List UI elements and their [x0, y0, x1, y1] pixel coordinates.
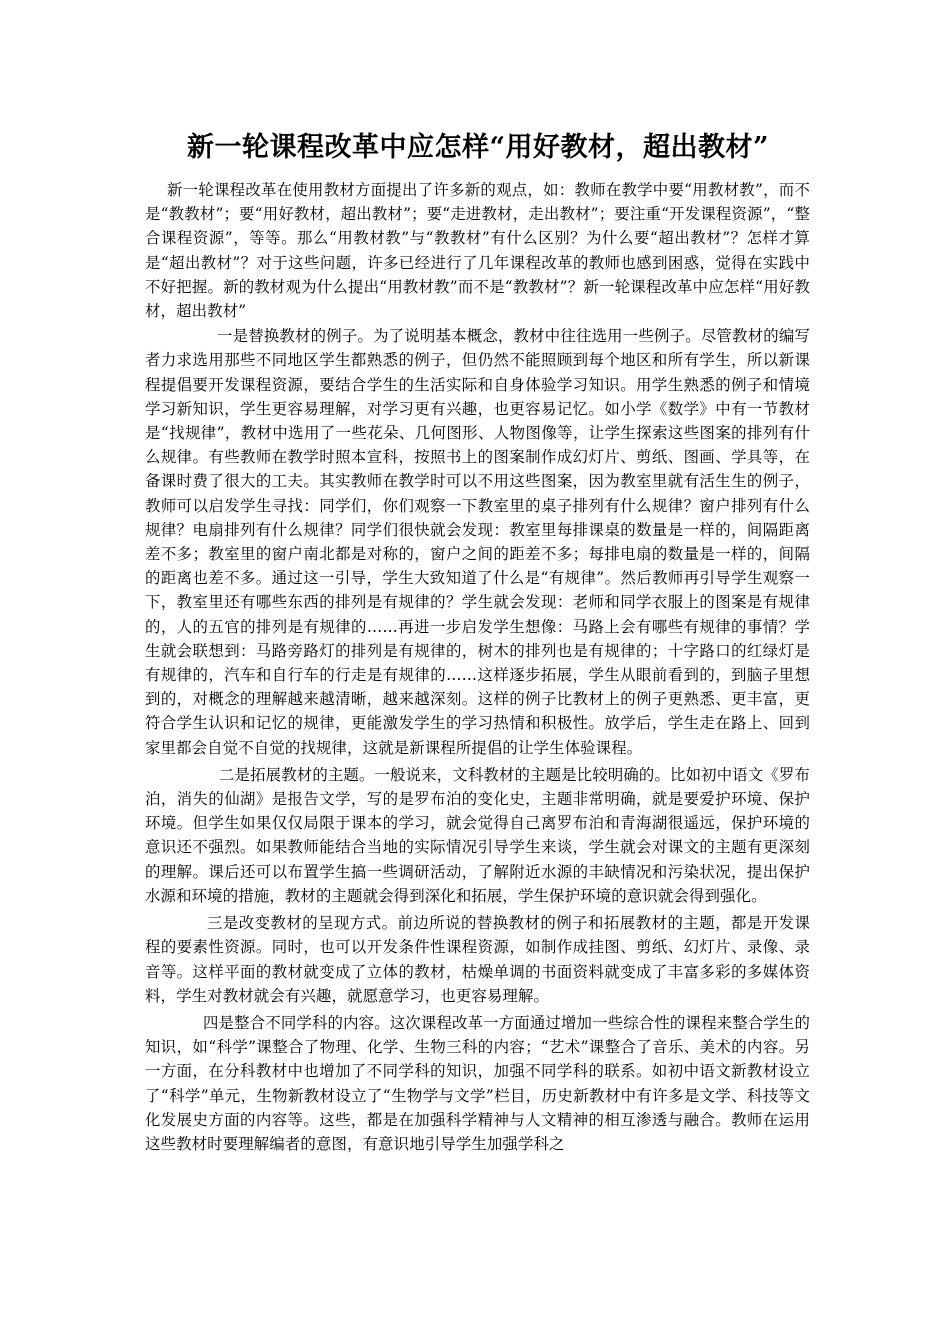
- paragraph-intro: 新一轮课程改革在使用教材方面提出了许多新的观点，如：教师在教学中要“用教材教”，而不是“教教材”；要“用好教材，超出教材”；要“走进教材，走出教材”；要注重“开发课程资源”，“整合课程资源”，等等。那么“用教材教”与“教教材”有什么区别？为什么要“超出教材”？怎样才算是“超出教材”？对于这些问题，许多已经进行了几年课程改革的教师也感到困惑，觉得在实践中不好把握。新的教材观为什么提出“用教材教”而不是“教教材”？新一轮课程改革中应怎样“用好教材，超出教材”: [145, 181, 810, 321]
- document-title: 新一轮课程改革中应怎样“用好教材，超出教材”: [186, 132, 770, 163]
- paragraph-presentation: 三是改变教材的呈现方式。前边所说的替换教材的例子和拓展教材的主题，都是开发课程的要素性资源。同时，也可以开发条件性课程资源，如制作成挂图、剪纸、幻灯片、录像、录音等。这样平面的教材就变成了立体的教材，枯燥单调的书面资料就变成了丰富多彩的多媒体资料，学生对教材就会有兴趣，就愿意学习，也更容易理解。: [145, 914, 810, 1005]
- paragraph-replace-examples: 一是替换教材的例子。为了说明基本概念，教材中往往选用一些例子。尽管教材的编写者力求选用那些不同地区学生都熟悉的例子，但仍然不能照顾到每个地区和所有学生，所以新课程提倡要开发课程资源，要结合学生的生活实际和自身体验学习知识。用学生熟悉的例子和情境学习新知识，学生更容易理解，对学习更有兴趣，也更容易记忆。如小学《数学》中有一节教材是“找规律”，教材中选用了一些花朵、几何图形、人物图像等，让学生探索这些图案的排列有什么规律。有些教师在教学时照本宣科，按照书上的图案制作成幻灯片、剪纸、图画、学具等，在备课时费了很大的工夫。其实教师在教学时可以不用这些图案，因为教室里就有活生生的例子，教师可以启发学生寻找：同学们，你们观察一下教室里的桌子排列有什么规律？窗户排列有什么规律？电扇排列有什么规律？同学们很快就会发现：教室里每排课桌的数量是一样的，间隔距离差不多；教室里的窗户南北都是对称的，窗户之间的距差不多；每排电扇的数量是一样的，间隔的距离也差不多。通过这一引导，学生大致知道了什么是“有规律”。然后教师再引导学生观察一下，教室里还有哪些东西的排列是有规律的？学生就会发现：老师和同学衣服上的图案是有规律的，人的五官的排列是有规律的……再进一步启发学生想像：马路上会有哪些有规律的事情？学生就会联想到：马路旁路灯的排列是有规律的，树木的排列也是有规律的；十字路口的红绿灯是有规律的，汽车和自行车的行走是有规律的……这样逐步拓展，学生从眼前看到的，到脑子里想到的，对概念的理解越来越清晰，越来越深刻。这样的例子比教材上的例子更熟悉、更丰富，更符合学生认识和记忆的规律，更能激发学生的学习热情和积极性。放学后，学生走在路上、回到家里都会自觉不自觉的找规律，这就是新课程所提倡的让学生体验课程。: [145, 327, 810, 757]
- paragraph-expand-theme: 二是拓展教材的主题。一般说来，文科教材的主题是比较明确的。比如初中语文《罗布泊，消失的仙湖》是报告文学，写的是罗布泊的变化史，主题非常明确，就是要爱护环境、保护环境。但学生如果仅仅局限于课本的学习，就会觉得自己离罗布泊和青海湖很遥远，保护环境的意识还不强烈。如果教师能结合当地的实际情况引导学生来谈，学生就会对课文的主题有更深刻的理解。课后还可以布置学生搞一些调研活动，了解附近水源的丰缺情况和污染状况，提出保护水源和环境的措施，教材的主题就会得到深化和拓展，学生保护环境的意识就会得到强化。: [145, 765, 810, 905]
- document-page: [145, 130, 810, 1156]
- paragraph-integrate-subjects: 四是整合不同学科的内容。这次课程改革一方面通过增加一些综合性的课程来整合学生的知识，如“科学”课整合了物理、化学、生物三科的内容；“艺术”课整合了音乐、美术的内容。另一方面，在分科教材中也增加了不同学科的知识，加强不同学科的联系。如初中语文新教材设立了“科学”单元，生物新教材设立了“生物学与文学”栏目，历史新教材中有许多是文学、科技等文化发展史方面的内容等。这些，都是在加强科学精神与人文精神的相互渗透与融合。教师在运用这些教材时要理解编者的意图，有意识地引导学生加强学科之: [145, 1013, 810, 1153]
